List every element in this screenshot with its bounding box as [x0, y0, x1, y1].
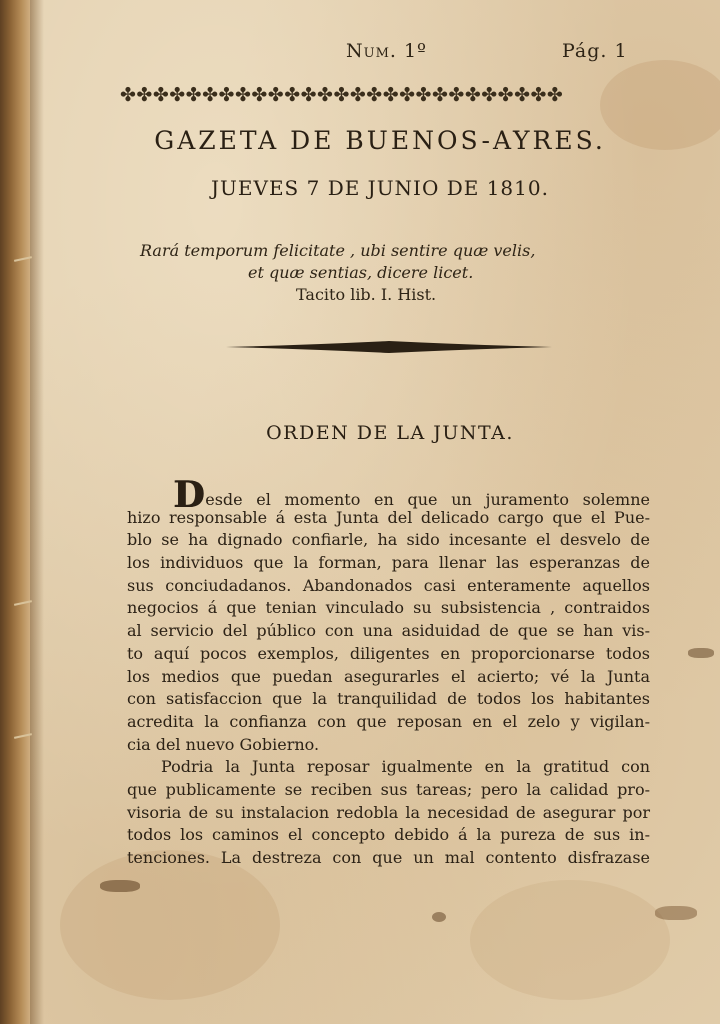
paper-stain	[60, 850, 280, 1000]
paper-stain	[470, 880, 670, 1000]
page-header	[0, 40, 720, 68]
article-heading: ORDEN DE LA JUNTA.	[266, 422, 514, 444]
article-line: acredita la confianza con que reposan en el zelo y vigilan-	[127, 711, 650, 731]
article-line	[127, 474, 650, 516]
article-line: cia del nuevo Gobierno.	[127, 734, 320, 754]
wormhole-mark	[688, 648, 714, 658]
issue-number: Num. 1º	[346, 40, 427, 62]
article-line: que publicamente se reciben sus tareas; pero la calidad pro-	[127, 779, 650, 799]
epigraph-line: et quæ sentias, dicere licet.	[248, 263, 474, 282]
article-line: los individuos que la forman, para llenar las esperanzas de	[127, 553, 650, 573]
ornamental-border: ✤✤✤✤✤✤✤✤✤✤✤✤✤✤✤✤✤✤✤✤✤✤✤✤✤✤✤	[120, 84, 564, 106]
article-line: al servicio del público con una asiduidad de que se han vis-	[127, 621, 650, 641]
wormhole-mark	[100, 880, 140, 892]
article-line: to aquí pocos exemplos, diligentes en proporcionarse todos	[127, 643, 650, 663]
article-line: tenciones. La destreza con que un mal contento disfrazase	[127, 848, 650, 867]
article-line: Podria la Junta reposar igualmente en la gratitud con	[161, 757, 650, 777]
book-binding	[0, 0, 30, 1024]
epigraph-line: Rará temporum felicitate , ubi sentire quæ velis,	[140, 241, 536, 260]
binding-shadow	[30, 0, 44, 1024]
article-line: hizo responsable á esta Junta del delicado cargo que el Pue-	[127, 507, 650, 527]
wormhole-mark	[655, 906, 697, 920]
wormhole-mark	[432, 912, 446, 922]
page-number: Pág. 1	[562, 40, 628, 62]
article-line: los medios que puedan asegurarles el acierto; vé la Junta	[127, 666, 650, 686]
article-line: visoria de su instalacion redobla la necesidad de asegurar por	[127, 802, 650, 822]
epigraph-source: Tacito lib. I. Hist.	[296, 285, 437, 304]
decorative-rule	[226, 338, 552, 356]
article-line: sus conciudadanos. Abandonados casi enteramente aquellos	[127, 575, 650, 595]
drop-cap: D	[173, 474, 205, 516]
article-line: todos los caminos el concepto debido á la pureza de sus in-	[127, 825, 650, 845]
issue-date: JUEVES 7 DE JUNIO DE 1810.	[211, 176, 549, 200]
article-line: negocios á que tenian vinculado su subsistencia , contraidos	[127, 598, 650, 618]
article-line: con satisfaccion que la tranquilidad de todos los habitantes	[127, 689, 650, 709]
article-line: blo se ha dignado confiarle, ha sido incesante el desvelo de	[127, 530, 650, 550]
article-body	[127, 474, 650, 870]
article-line-text: esde el momento en que un juramento solemne	[205, 490, 650, 509]
newspaper-title: GAZETA DE BUENOS-AYRES.	[154, 126, 606, 155]
